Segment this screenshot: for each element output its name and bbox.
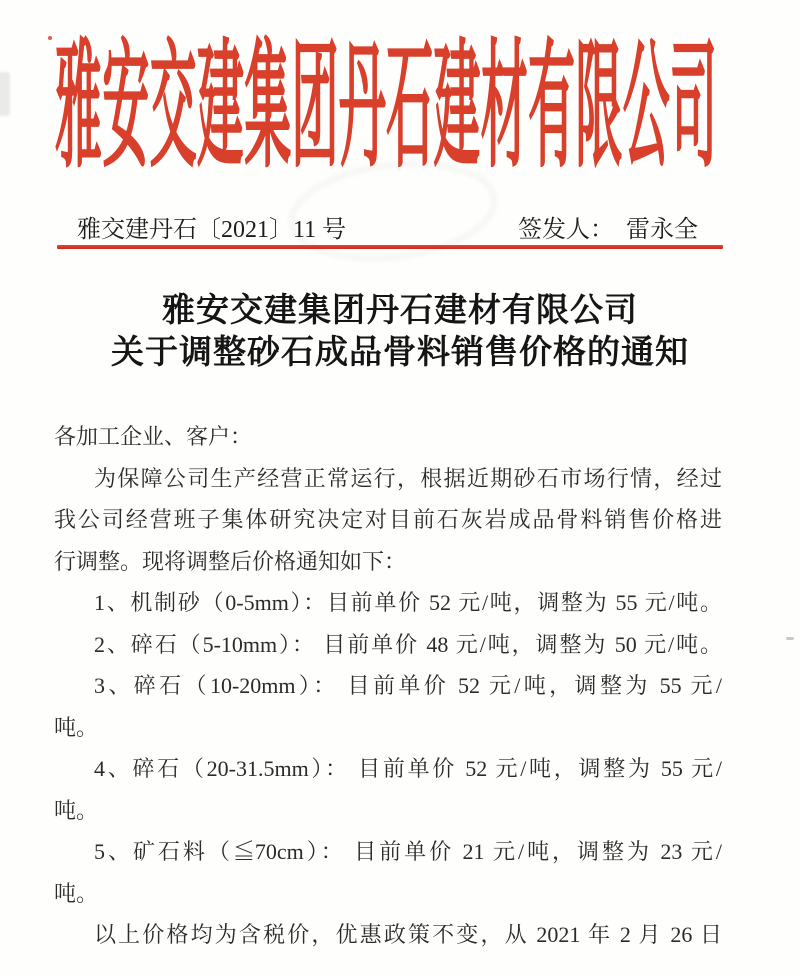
notice-title-line1: 雅安交建集团丹石建材有限公司	[162, 293, 638, 329]
notice-title-line2: 关于调整砂石成品骨料销售价格的通知	[111, 335, 689, 371]
body-line: 我公司经营班子集体研究决定对目前石灰岩成品骨料销售价格进	[54, 507, 722, 532]
red-scan-speck	[48, 36, 52, 40]
page-edge-smudge	[0, 72, 10, 116]
body-line-item-3: 3、碎石（10-20mm）： 目前单价 52 元/吨，调整为 55 元/	[94, 673, 722, 698]
body-line-item-4: 4、碎石（20-31.5mm）： 目前单价 52 元/吨，调整为 55 元/	[94, 756, 722, 781]
gray-scan-mark	[786, 637, 794, 640]
red-divider-rule	[57, 245, 723, 249]
body-line: 吨。	[54, 880, 99, 906]
letterhead-wrap	[55, 33, 717, 187]
notice-title	[0, 290, 800, 374]
body-line: 行调整。现将调整后价格通知如下：	[54, 548, 407, 574]
issuer	[518, 209, 698, 244]
document-number: 雅交建丹石〔2021〕11 号	[77, 216, 347, 243]
notice-body	[54, 416, 722, 956]
issuer-name: 雷永全	[626, 216, 698, 243]
issuer-label: 签发人：	[518, 216, 614, 243]
body-line-salutation: 各加工企业、客户：	[54, 424, 253, 449]
body-line-item-1: 1、机制砂（0-5mm）：目前单价 52 元/吨，调整为 55 元/吨。	[94, 590, 722, 615]
body-line-item-2: 2、碎石（5-10mm）： 目前单价 48 元/吨，调整为 50 元/吨。	[94, 631, 722, 657]
body-line-item-5: 5、矿石料（≦70cm）： 目前单价 21 元/吨，调整为 23 元/	[94, 839, 722, 864]
body-line: 为保障公司生产经营正常运行，根据近期砂石市场行情，经过	[94, 465, 722, 491]
body-line-closing: 以上价格均为含税价，优惠政策不变，从 2021 年 2 月 26 日	[94, 922, 722, 947]
document-number-row	[77, 211, 698, 241]
body-line: 吨。	[54, 714, 99, 740]
body-line: 吨。	[54, 797, 99, 823]
letterhead-company-name: 雅安交建集团丹石建材有限公司	[55, 33, 717, 187]
